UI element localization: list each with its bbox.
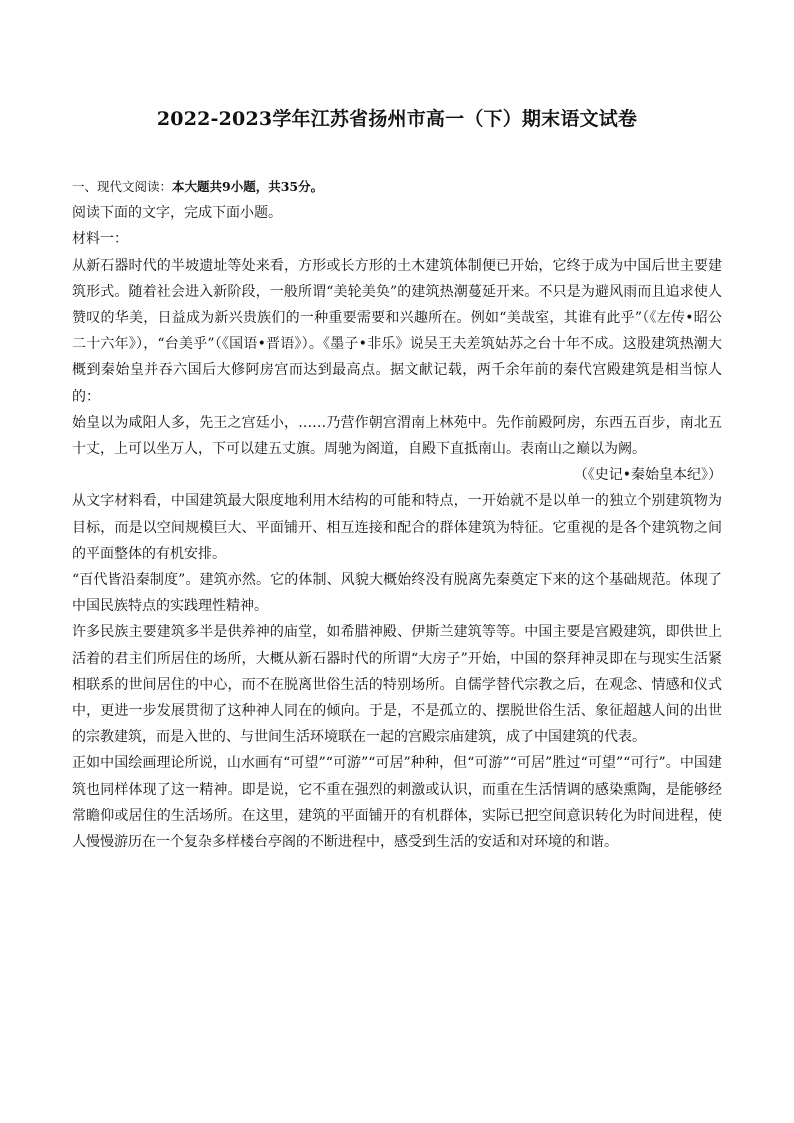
body-paragraph: 从文字材料看，中国建筑最大限度地利用木结构的可能和特点，一开始就不是以单一的独立个别建筑物为目标，而是以空间规模巨大、平面铺开、相互连接和配合的群体建筑为特征。它重视的是各个建筑物之间的平面整体的有机安排。 [72,493,722,562]
document-title: 2022-2023学年江苏省扬州市高一（下）期末语文试卷 [156,108,638,130]
section-label: 一、现代文阅读： [72,179,173,194]
body-paragraph: “百代皆沿秦制度”。建筑亦然。它的体制、风貌大概始终没有脱离先秦奠定下来的这个基础规范。体现了中国民族特点的实践理性精神。 [72,572,722,615]
instruction-text: 阅读下面的文字，完成下面小题。 [72,205,282,222]
body-paragraph: 从新石器时代的半坡遗址等处来看，方形或长方形的土木建筑体制便已开始，它终于成为中国后世主要建筑形式。随着社会进入新阶段，一般所谓“美轮美奂”的建筑热潮蔓延开来。不只是为避风雨而且追求使人赞叹的华美，日益成为新兴贵族们的一种重要需要和兴趣所在。例如“美哉室，其谁有此乎”（《左传•昭公二十六年》），“台美乎”（《国语•晋语》）。《墨子•非乐》说吴王夫差筑姑苏之台十年不成。这股建筑热潮大概到秦始皇并吞六国后大修阿房宫而达到最高点。据文献记载，两千余年前的秦代宫殿建筑是相当惊人的： [72,257,722,405]
quoted-passage: 始皇以为咸阳人多，先王之宫廷小，……乃营作朝宫渭南上林苑中。先作前殿阿房，东西五百步，南北五十丈，上可以坐万人，下可以建五丈旗。周驰为阁道，自殿下直抵南山。表南山之巅以为阙。 [72,414,722,458]
material-label: 材料一： [72,231,128,248]
section-heading [72,174,722,200]
document-body [72,174,722,855]
body-paragraph: 许多民族主要建筑多半是供养神的庙堂，如希腊神殿、伊斯兰建筑等等。中国主要是宫殿建筑，即供世上活着的君主们所居住的场所，大概从新石器时代的所谓“大房子”开始，中国的祭拜神灵即在与现实生活紧相联系的世间居住的中心，而不在脱离世俗生活的特别场所。自儒学替代宗教之后，在观念、情感和仪式中，更进一步发展贯彻了这种神人同在的倾向。于是，不是孤立的、摆脱世俗生活、象征超越人间的出世的宗教建筑，而是入世的、与世间生活环境联在一起的宫殿宗庙建筑，成了中国建筑的代表。 [72,624,722,746]
citation-source: （《史记•秦始皇本纪》） [573,467,722,484]
section-description: 本大题共9小题，共35分。 [172,179,324,194]
body-paragraph: 正如中国绘画理论所说，山水画有“可望”“可游”“可居”种种，但“可游”“可居”胜过“可望”“可行”。中国建筑也同样体现了这一精神。即是说，它不重在强烈的刺激或认识，而重在生活情调的感染熏陶，是能够经常瞻仰或居住的生活场所。在这里，建筑的平面铺开的有机群体，实际已把空间意识转化为时间进程，使人慢慢游历在一个复杂多样楼台亭阁的不断进程中，感受到生活的安适和对环境的和谐。 [72,755,722,851]
